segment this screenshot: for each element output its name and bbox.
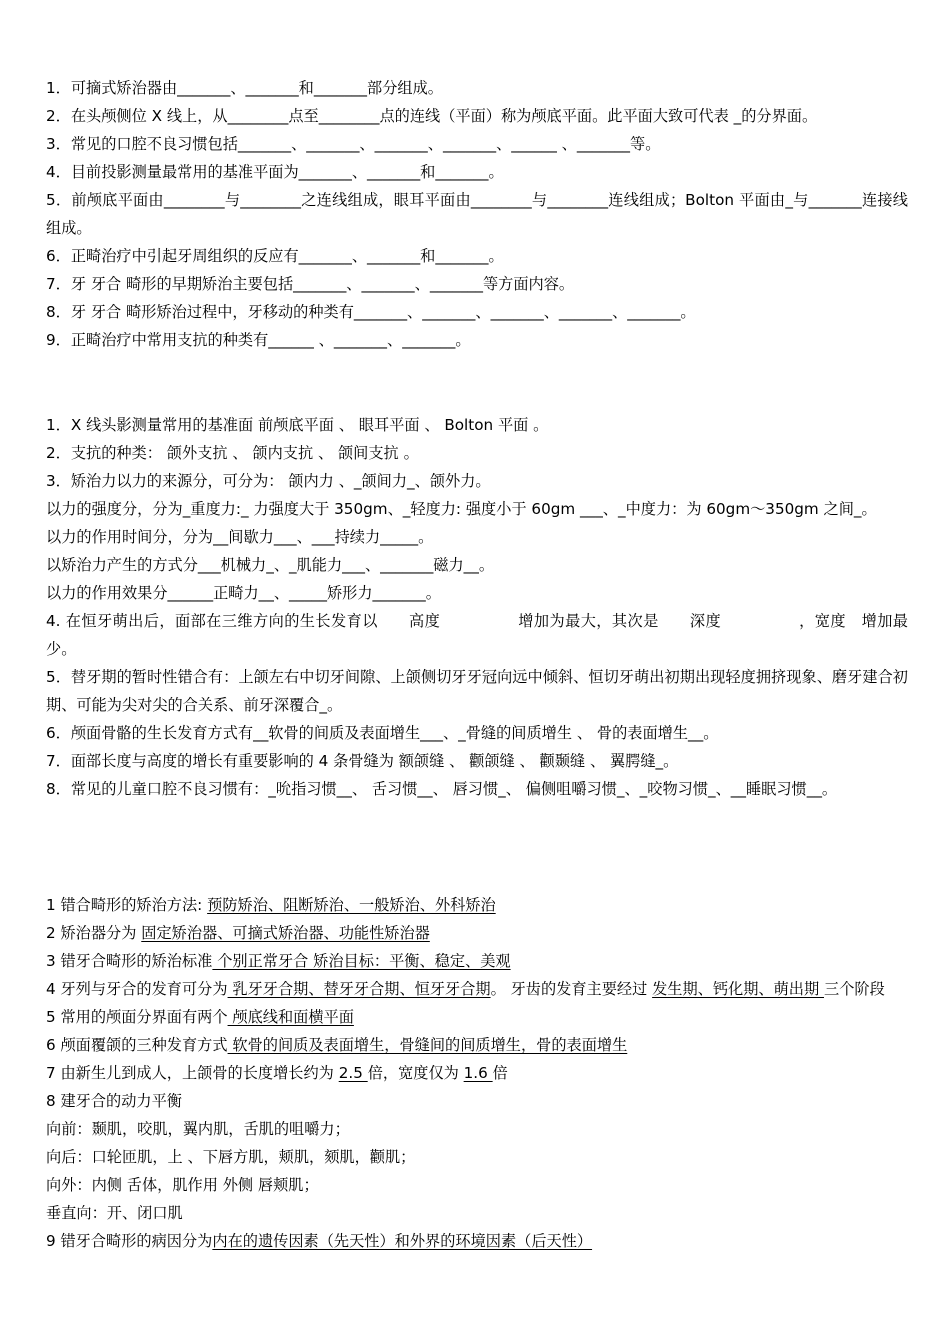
note-1: 1 错合畸形的矫治方法: 预防矫治、阻断矫治、一般矫治、外科矫治	[46, 896, 496, 914]
note-8-outward: 向外：内侧 舌体，肌作用 外侧 唇颊肌；	[46, 1176, 319, 1194]
question-3: 3．常见的口腔不良习惯包括_______、_______、_______、_______、______ 、_______等。	[46, 135, 661, 153]
note-7: 7 由新生儿到成人，上颌骨的长度增长约为 2.5 倍，宽度仅为 1.6 倍	[46, 1064, 508, 1082]
question-4: 4．目前投影测量最常用的基准平面为_______、_______和_______。	[46, 163, 504, 181]
answer-6: 6．颅面骨骼的生长发育方式有__软骨的间质及表面增生___、_骨缝的间质增生 、 骨的表面增生__。	[46, 724, 719, 742]
answer-3: 3．矫治力以力的来源分，可分为： 颌内力 、_颌间力_、颌外力。	[46, 472, 491, 490]
note-2: 2 矫治器分为 固定矫治器、可摘式矫治器、功能性矫治器	[46, 924, 430, 942]
answer-2: 2．支抗的种类： 颌外支抗 、 颌内支抗 、 颌间支抗 。	[46, 444, 419, 462]
note-8-backward: 向后：口轮匝肌，上 、下唇方肌，颊肌，颏肌，颧肌；	[46, 1148, 416, 1166]
answer-3-strength: 以力的强度分，分为_重度力:_ 力强度大于 350gm、_轻度力: 强度小于 60gm ___、_中度力：为 60gm～350gm 之间_。	[46, 500, 877, 518]
note-6: 6 颅面覆颌的三种发育方式 软骨的间质及表面增生，骨缝间的间质增生，骨的表面增生	[46, 1036, 628, 1054]
answer-5: 5．替牙期的暂时性错合有：上颌左右中切牙间隙、上颌侧切牙牙冠向远中倾斜、恒切牙萌出初期出现轻度拥挤现象、磨牙建合初期、可能为尖对尖的合关系、前牙深覆合_。	[46, 668, 908, 714]
question-5: 5．前颅底平面由________与________之连线组成，眼耳平面由________与________连线组成；Bolton 平面由_与_______连接线组成。	[46, 191, 908, 237]
notes-section	[46, 891, 908, 1255]
question-7: 7．牙 牙合 畸形的早期矫治主要包括_______、_______、_______等方面内容。	[46, 275, 575, 293]
question-8: 8．牙 牙合 畸形矫治过程中，牙移动的种类有_______、_______、_______、_______、_______。	[46, 303, 696, 321]
answer-3-method: 以矫治力产生的方式分___机械力_、_肌能力___、_______磁力__。	[46, 556, 495, 574]
note-3: 3 错牙合畸形的矫治标准 个别正常牙合 矫治目标：平衡、稳定、美观	[46, 952, 511, 970]
answer-4: 4. 在恒牙萌出后，面部在三维方向的生长发育以 高度 增加为最大，其次是 深度 ，宽度 增加最少。	[46, 612, 908, 658]
question-1: 1．可摘式矫治器由_______、_______和_______部分组成。	[46, 79, 443, 97]
question-6: 6．正畸治疗中引起牙周组织的反应有_______、_______和_______。	[46, 247, 504, 265]
question-2: 2．在头颅侧位 X 线上，从________点至________点的连线（平面）称为颅底平面。此平面大致可代表 _的分界面。	[46, 107, 818, 125]
note-8-vertical: 垂直向：开、闭口肌	[46, 1204, 183, 1222]
note-8: 8 建牙合的动力平衡	[46, 1092, 182, 1110]
fill-in-questions	[46, 74, 908, 354]
answers-section	[46, 411, 908, 803]
note-9: 9 错牙合畸形的病因分为内在的遗传因素（先天性）和外界的环境因素（后天性）	[46, 1232, 593, 1250]
note-8-forward: 向前：颞肌，咬肌，翼内肌，舌肌的咀嚼力；	[46, 1120, 350, 1138]
answer-3-effect: 以力的作用效果分______正畸力__、_____矫形力_______。	[46, 584, 441, 602]
answer-8: 8．常见的儿童口腔不良习惯有：_吮指习惯__、 舌习惯__、 唇习惯_、 偏侧咀嚼习惯_、_咬物习惯_、__睡眠习惯__。	[46, 780, 838, 798]
note-4: 4 牙列与牙合的发育可分为 乳牙牙合期、替牙牙合期、恒牙牙合期。 牙齿的发育主要经过 发生期、钙化期、萌出期 三个阶段	[46, 980, 885, 998]
note-5: 5 常用的颅面分界面有两个 颅底线和面横平面	[46, 1008, 354, 1026]
answer-7: 7．面部长度与高度的增长有重要影响的 4 条骨缝为 额颌缝 、 颧颌缝 、 颧颞缝 、 翼腭缝_。	[46, 752, 679, 770]
question-9: 9．正畸治疗中常用支抗的种类有______ 、_______、_______。	[46, 331, 471, 349]
answer-3-time: 以力的作用时间分，分为__间歇力___、___持续力_____。	[46, 528, 434, 546]
answer-1: 1．X 线头影测量常用的基准面 前颅底平面 、 眼耳平面 、 Bolton 平面 。	[46, 416, 549, 434]
